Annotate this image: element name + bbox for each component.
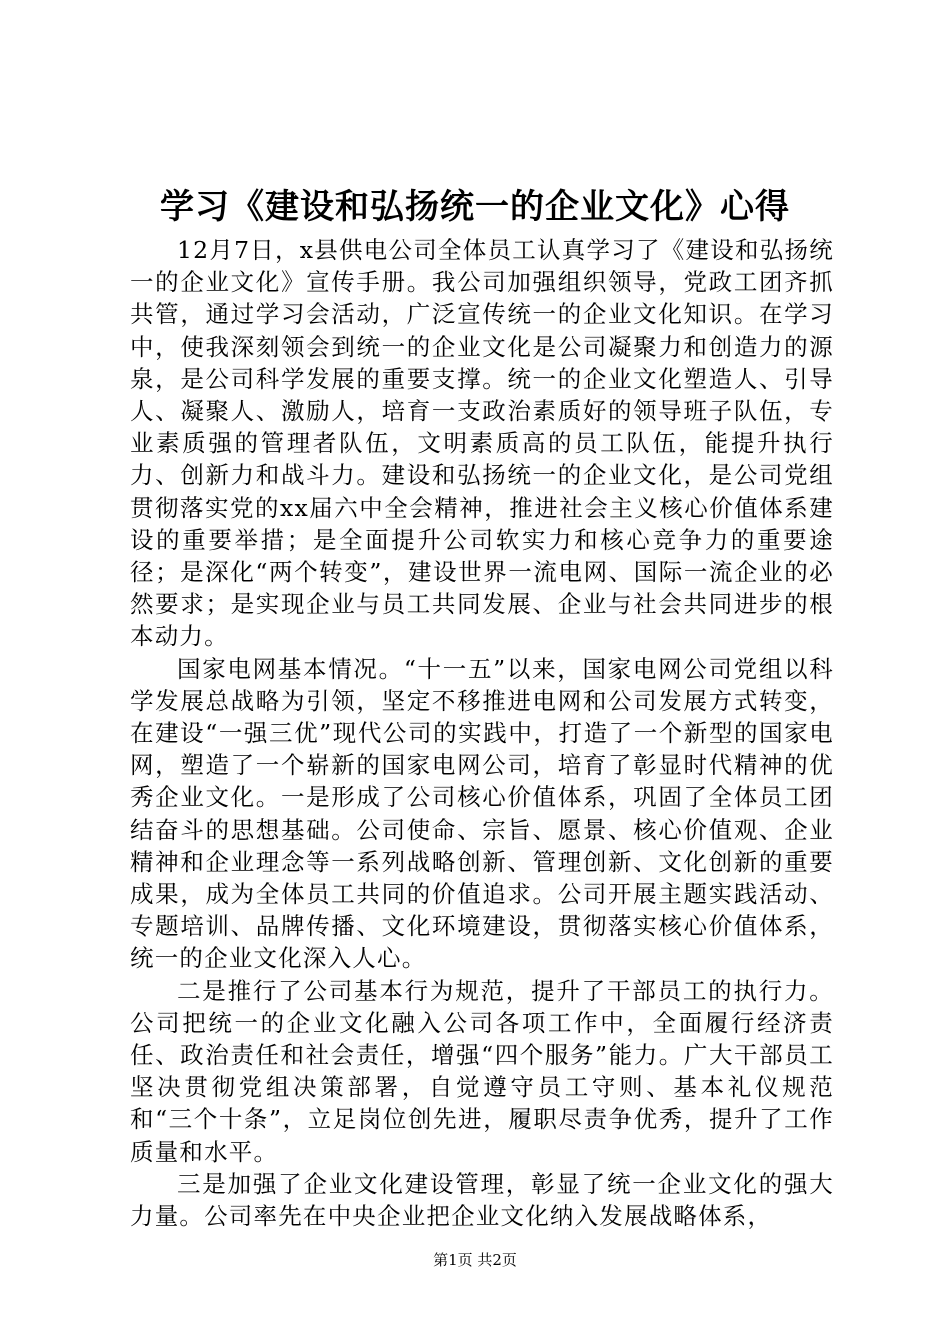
- body-paragraph-4: 三是加强了企业文化建设管理，彰显了统一企业文化的强大力量。公司率先在中央企业把企业文化纳入发展战略体系，: [130, 1169, 834, 1231]
- body-paragraph-2: 国家电网基本情况。“十一五”以来，国家电网公司党组以科学发展总战略为引领，坚定不移推进电网和公司发展方式转变，在建设“一强三优”现代公司的实践中，打造了一个新型的国家电网，塑造了一个崭新的国家电网公司，培育了彰显时代精神的优秀企业文化。一是形成了公司核心价值体系，巩固了全体员工团结奋斗的思想基础。公司使命、宗旨、愿景、核心价值观、企业精神和企业理念等一系列战略创新、管理创新、文化创新的重要成果，成为全体员工共同的价值追求。公司开展主题实践活动、专题培训、品牌传播、文化环境建设，贯彻落实核心价值体系，统一的企业文化深入人心。: [130, 654, 834, 973]
- body-paragraph-1: 12月7日，x县供电公司全体员工认真学习了《建设和弘扬统一的企业文化》宣传手册。我公司加强组织领导，党政工团齐抓共管，通过学习会活动，广泛宣传统一的企业文化知识。在学习中，使我深刻领会到统一的企业文化是公司凝聚力和创造力的源泉，是公司科学发展的重要支撑。统一的企业文化塑造人、引导人、凝聚人、激励人，培育一支政治素质好的领导班子队伍，专业素质强的管理者队伍，文明素质高的员工队伍，能提升执行力、创新力和战斗力。建设和弘扬统一的企业文化，是公司党组贯彻落实党的xx届六中全会精神，推进社会主义核心价值体系建设的重要举措；是全面提升公司软实力和核心竞争力的重要途径；是深化“两个转变”，建设世界一流电网、国际一流企业的必然要求；是实现企业与员工共同发展、企业与社会共同进步的根本动力。: [130, 236, 834, 651]
- body-paragraph-3: 二是推行了公司基本行为规范，提升了干部员工的执行力。公司把统一的企业文化融入公司各项工作中，全面履行经济责任、政治责任和社会责任，增强“四个服务”能力。广大干部员工坚决贯彻党组决策部署，自觉遵守员工守则、基本礼仪规范和“三个十条”，立足岗位创先进，履职尽责争优秀，提升了工作质量和水平。: [130, 976, 834, 1166]
- document-title: 学习《建设和弘扬统一的企业文化》心得: [160, 187, 790, 227]
- page-footer: 第1页 共2页: [433, 1251, 517, 1269]
- document-body: [130, 234, 834, 1232]
